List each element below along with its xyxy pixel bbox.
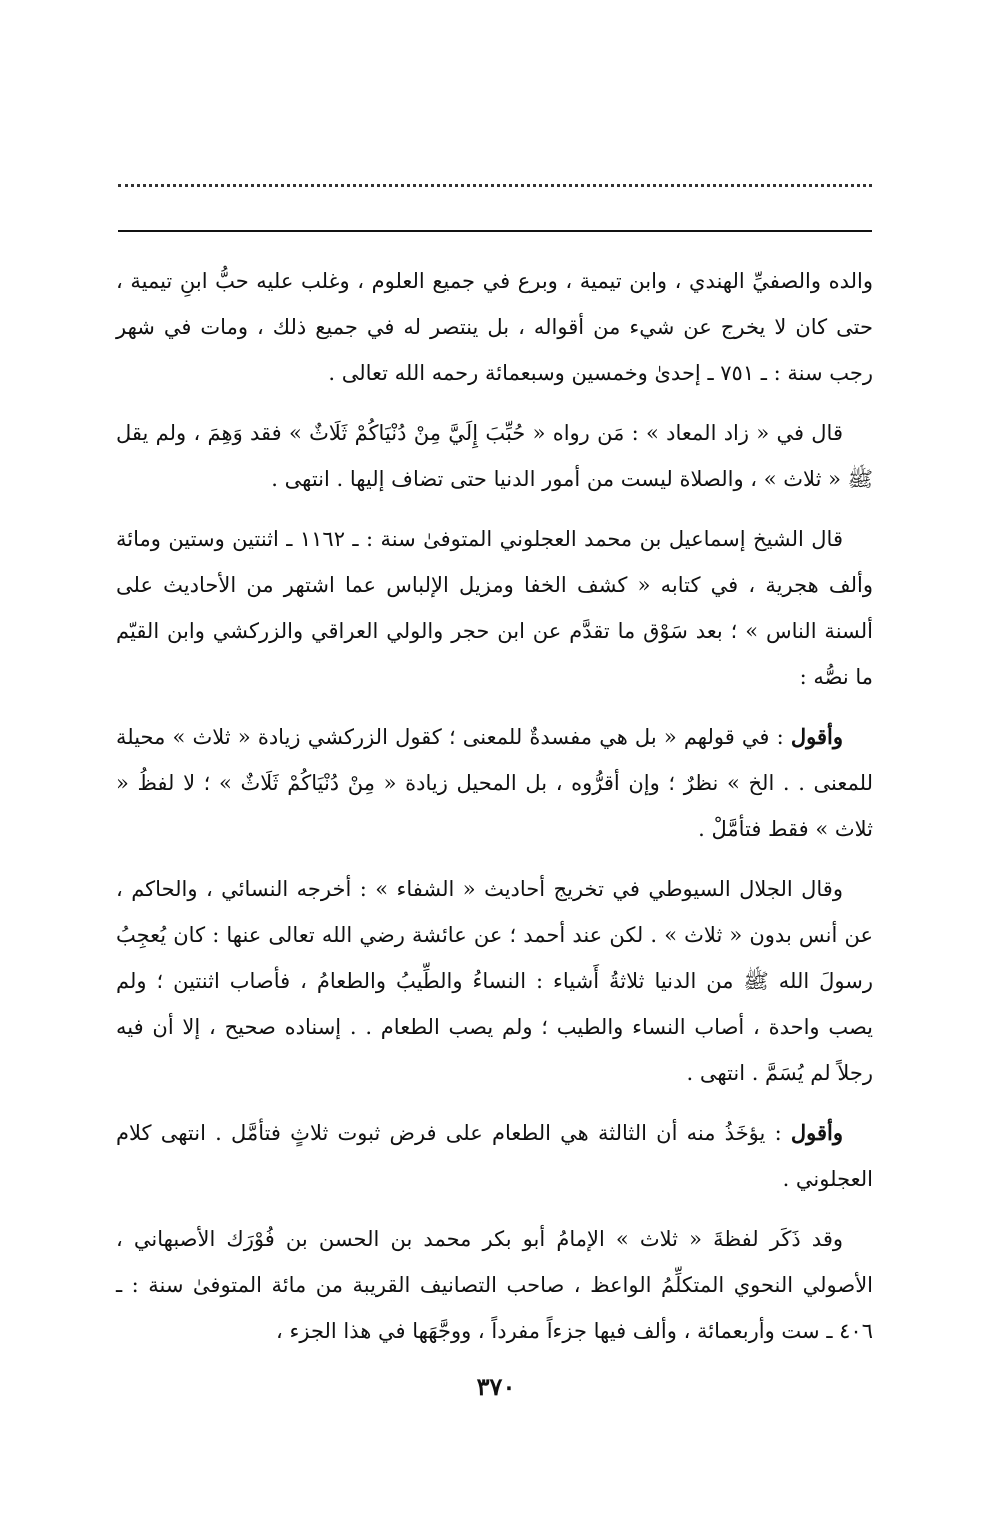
horizontal-separator-line <box>118 230 872 232</box>
paragraph-text: وقد ذَكَر لفظةَ « ثلاث » الإمامُ أبو بكر محمد بن الحسن بن فُوْرَك الأصبهاني ، الأصولي النحوي المتكلِّمُ الواعظ ، صاحب التصانيف القريبة من مائة المتوفىٰ سنة : ـ ٤٠٦ ـ ست وأربعمائة ، وألف فيها جزءاً مفرداً ، ووجَّهَها في هذا الجزء ، <box>116 1227 873 1343</box>
page-number: ٣٧٠ <box>476 1372 516 1401</box>
paragraph-ibn-furak <box>116 1216 873 1354</box>
paragraph-text: : في قولهم « بل هي مفسدةٌ للمعنى ؛ كقول الزركشي زيادة « ثلاث » محيلة للمعنى . . الخ » نظرٌ ؛ وإن أقرُّوه ، بل المحيل زيادة « مِنْ دُنْيَاكُمْ ثَلَاثٌ » ؛ لا لفظُ « ثلاث » فقط فتأمَّلْ . <box>116 725 873 841</box>
paragraph-biography <box>116 258 873 396</box>
paragraph-lead-word: وأقول <box>790 1120 843 1145</box>
paragraph-ajluni-intro <box>116 516 873 700</box>
paragraph-text: قال الشيخ إسماعيل بن محمد العجلوني المتوفىٰ سنة : ـ ١١٦٢ ـ اثنتين وستين ومائة وألف هجرية ، في كتابه « كشف الخفا ومزيل الإلباس عما اشتهر من الأحاديث على ألسنة الناس » ؛ بعد سَوْق ما تقدَّم عن ابن حجر والولي العراقي والزركشي وابن القيّم ما نصُّه : <box>116 527 873 689</box>
paragraph-text: : يؤخَذُ منه أن الثالثة هي الطعام على فرض ثبوت ثلاثٍ فتأمَّل . انتهى كلام العجلوني . <box>116 1121 873 1191</box>
paragraph-aqul-second <box>116 1110 873 1202</box>
paragraph-text: قال في « زاد المعاد » : مَن رواه « حُبِّبَ إِلَيَّ مِنْ دُنْيَاكُمْ ثَلَاثٌ » فقد وَهِمَ ، ولم يقل ﷺ « ثلاث » ، والصلاة ليست من أمور الدنيا حتى تضاف إليها . انتهى . <box>116 421 873 491</box>
paragraph-text: وقال الجلال السيوطي في تخريج أحاديث « الشفاء » : أخرجه النسائي ، والحاكم ، عن أنس بدون « ثلاث » . لكن عند أحمد ؛ عن عائشة رضي الله تعالى عنها : كان يُعجِبُ رسولَ الله ﷺ من الدنيا ثلاثةُ أَشياء : النساءُ والطِّيبُ والطعامُ ، فأصاب اثنتين ؛ ولم يصب واحدة ، أصاب النساء والطيب ؛ ولم يصب الطعام . . إسناده صحيح ، إلا أن فيه رجلاً لم يُسَمَّ . انتهى . <box>116 877 873 1085</box>
paragraph-aqul-first <box>116 714 873 852</box>
paragraph-text: والده والصفيِّ الهندي ، وابن تيمية ، وبرع في جميع العلوم ، وغلب عليه حبُّ ابنِ تيمية ، حتى كان لا يخرج عن شيء من أقواله ، بل ينتصر له في جميع ذلك ، ومات في شهر رجب سنة : ـ ٧٥١ ـ إحدىٰ وخمسين وسبعمائة رحمه الله تعالى . <box>116 269 873 385</box>
main-text-body <box>116 258 873 1368</box>
paragraph-lead-word: وأقول <box>790 724 843 749</box>
footnote-dotted-separator <box>118 184 872 187</box>
paragraph-suyuti <box>116 866 873 1096</box>
paragraph-zad-al-maad <box>116 410 873 502</box>
